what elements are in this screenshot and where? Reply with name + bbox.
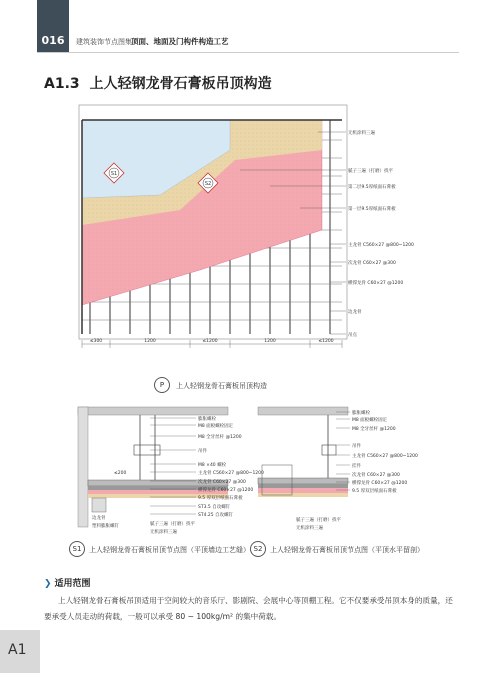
caption-badge-s2: S2	[250, 541, 266, 557]
section-heading-text: 适用范围	[54, 579, 91, 589]
s1-label-15: 塑料膨胀螺钉	[92, 524, 119, 529]
s2-label-5: 主龙骨 C560×27 @800~1200	[352, 454, 418, 459]
page-number: 016	[41, 34, 65, 47]
s2-label-1: 膨胀螺栓	[352, 411, 370, 416]
page-title-text: 上人轻钢龙骨石膏板吊顶构造	[89, 76, 272, 92]
s1-label-9: 9.5 厚双层纸面石膏板	[198, 496, 243, 501]
s2-label-7: 次龙骨 C60×27 @300	[352, 473, 400, 478]
book-title: 建筑装饰节点图集	[76, 38, 132, 46]
s1-label-7: 次龙骨 C60×27 @300	[198, 480, 246, 485]
plan-dim-4: 1200	[264, 339, 276, 344]
plan-label-6: 次龙骨 C60×27 @300	[348, 261, 396, 266]
marker-s1-label: S1	[110, 171, 118, 177]
plan-label-3: 第二层9.5厚纸面石膏板	[348, 185, 396, 190]
s2-label-2: M8 面板螺栓固定	[352, 418, 388, 423]
s1-label-13: 无机涂料三遍	[150, 530, 177, 535]
section1-caption: 上人轻钢龙骨石膏板吊顶节点图（平顶墙边工艺缝）	[89, 546, 250, 554]
s1-label-5: M8 ×40 螺栓	[198, 463, 227, 468]
s1-label-10: ST3.5 自攻螺钉	[198, 505, 231, 510]
plan-label-7: 横撑龙骨 C60×27 @1200	[348, 281, 404, 286]
s1-label-14: 边龙骨	[92, 516, 106, 521]
plan-label-8: 边龙骨	[348, 310, 362, 315]
plan-caption: 上人轻钢龙骨石膏板吊顶构造	[176, 382, 267, 390]
section1-drawing	[78, 407, 264, 535]
s2-label-9: 9.5 厚双层纸面石膏板	[352, 489, 397, 494]
s1-label-4: 吊件	[198, 449, 207, 454]
s2-label-4: 吊件	[352, 444, 361, 449]
chapter-title: 顶面、地面及门构件构造工艺	[131, 37, 229, 46]
s1-label-2: M8 面板螺栓固定	[198, 424, 234, 429]
s1-label-3: M8 全牙丝杆 @1200	[198, 435, 242, 440]
marker-s2-label: S2	[204, 181, 212, 187]
plan-dim-5: ≤1200	[318, 339, 334, 344]
section2-drawing	[258, 407, 418, 531]
plan-dim-3: ≤1200	[202, 339, 218, 344]
plan-dim-2: 1200	[144, 339, 156, 344]
s1-label-11: ST4.25 自攻螺钉	[198, 513, 234, 518]
s1-dim: ≤200	[114, 471, 127, 476]
section-heading	[44, 576, 91, 589]
caption-badge-s1: S1	[69, 541, 85, 557]
s2-label-3: M8 全牙丝杆 @1200	[352, 427, 396, 432]
s1-label-12: 腻子三遍（打磨）找平	[150, 522, 195, 527]
s1-label-6: 主龙骨 C560×27 @800~1200	[198, 471, 264, 476]
plan-label-1: 无机涂料三遍	[348, 131, 375, 136]
s1-label-1: 膨胀螺栓	[198, 417, 216, 422]
caption-badge-p: P	[154, 377, 170, 393]
s2-label-8: 横撑龙骨 C60×27 @1200	[352, 481, 408, 486]
chevron-right-icon: ❯	[44, 579, 52, 589]
body-paragraph: 上人轻钢龙骨石膏板吊顶适用于空间较大的音乐厅、影剧院、会展中心等顶棚工程。它不仅要承受吊顶本身的质量，还要承受人员走动的荷载，一般可以承受 80 ~ 100kg/m² 的集中荷载。	[44, 596, 453, 621]
s2-label-6: 挂件	[352, 464, 361, 469]
s2-label-11: 无机涂料三遍	[296, 526, 323, 531]
page-title-code: A1.3	[44, 76, 80, 92]
plan-label-9: 吊点	[348, 333, 357, 338]
plan-label-4: 第一层9.5厚纸面石膏板	[348, 207, 396, 212]
plan-dim-1: ≤300	[89, 339, 103, 344]
plan-label-5: 主龙骨 C560×27 @800~1200	[348, 243, 414, 248]
footer-code: A1	[8, 642, 27, 658]
s2-label-10: 腻子三遍（打磨）找平	[296, 518, 341, 523]
section2-caption: 上人轻钢龙骨石膏板吊顶节点图（平顶水平留剖）	[270, 546, 424, 554]
s1-label-8: 横撑龙骨 C60×27 @1200	[198, 488, 254, 493]
plan-label-2: 腻子三遍（打磨）找平	[348, 169, 393, 174]
